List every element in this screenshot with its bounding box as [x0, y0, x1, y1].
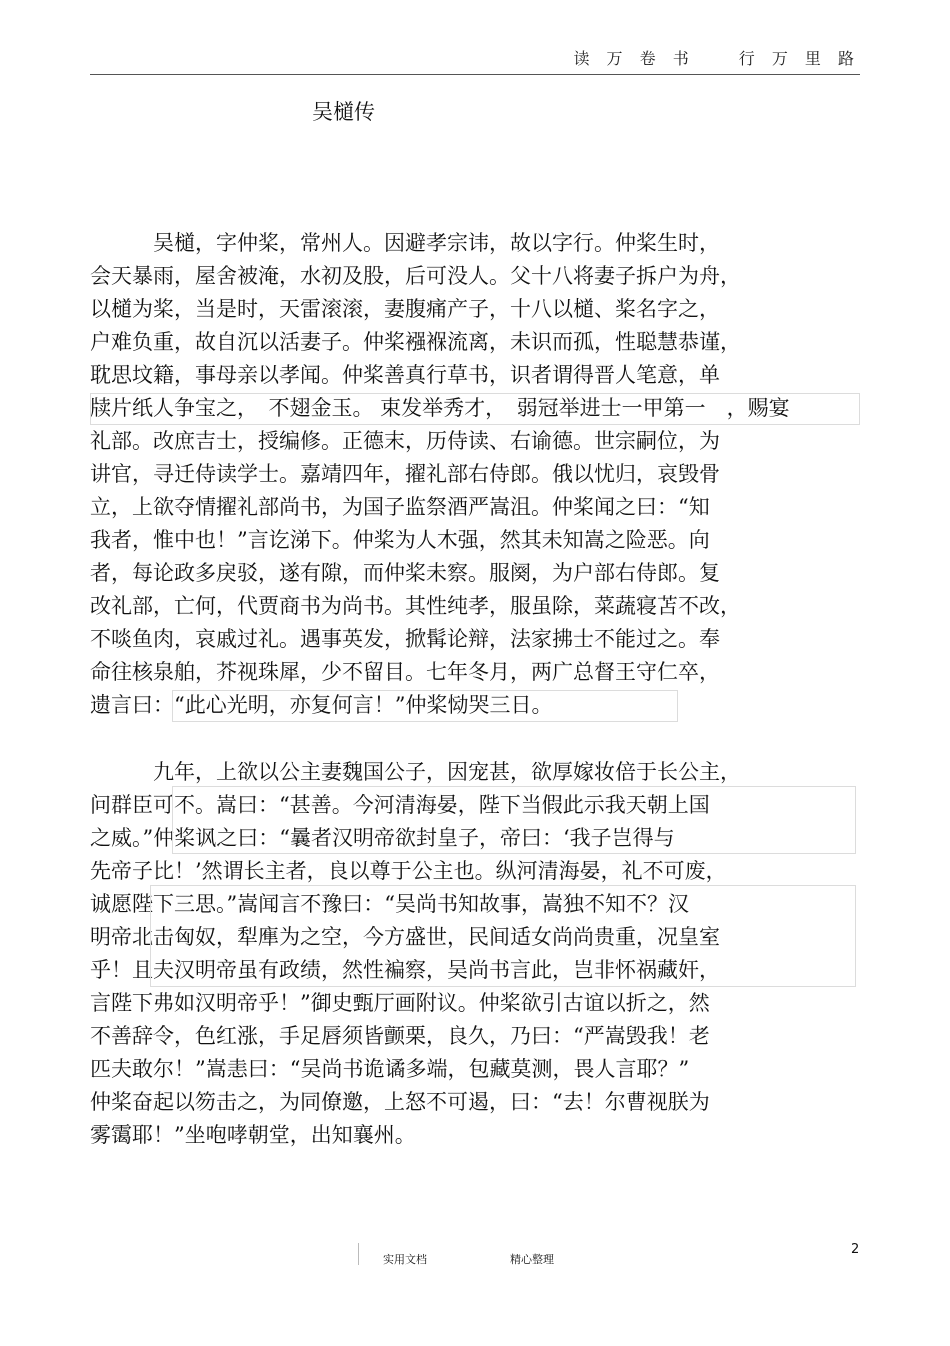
paragraph-1 — [90, 227, 790, 722]
text-line: 礼部。改庶吉士，授编修。正德末，历侍读、右谕德。世宗嗣位，为 — [90, 429, 720, 453]
text-line: 乎！且夫汉明帝虽有政绩，然性褊察，吴尚书言此，岂非怀祸藏奸， — [90, 958, 720, 982]
text-line: 者，每论政多戾驳，遂有隙，而仲桨未察。服阕，为户部右侍郎。复 — [90, 561, 720, 585]
scan-artifact-box — [90, 393, 860, 425]
text-line: 雾霭耶！”坐咆哮朝堂，出知襄州。 — [90, 1123, 416, 1147]
text-line: 明帝北击匈奴，犁㢑为之空，今方盛世，民间适女尚尚贵重，况皇室 — [90, 925, 720, 949]
text-line: 户难负重，故自沉以活妻子。仲桨襁褓流离，未识而孤，性聪慧恭谨， — [90, 330, 741, 354]
text-line: 不啖鱼肉，哀戚过礼。遇事英发，掀髯论辩，法家拂士不能过之。奉 — [90, 627, 720, 651]
footer-right-label: 精心整理 — [510, 1253, 554, 1266]
text-line: 匹夫敢尔！”嵩恚曰：“吴尚书诡谲多端，包藏莫测，畏人言耶？” — [90, 1057, 690, 1081]
text-line: 讲官，寻迁侍读学士。嘉靖四年，擢礼部右侍郎。俄以忧归，哀毁骨 — [90, 462, 720, 486]
text-line: 之威。”仲桨讽之曰：“曩者汉明帝欲封皇子，帝曰：‘我子岂得与 — [90, 826, 675, 850]
footer-left-label: 实用文档 — [383, 1253, 427, 1266]
page-number: 2 — [851, 1242, 860, 1257]
text-line: 吴檤，字仲桨，常州人。因避孝宗讳，故以字行。仲桨生时， — [153, 231, 720, 255]
text-line: 会天暴雨，屋舍被淹，水初及股，后可没人。父十八将妻子拆户为舟， — [90, 264, 741, 288]
text-line: 遗言曰：“此心光明，亦复何言！”仲桨恸哭三日。 — [90, 693, 553, 717]
text-line: 改礼部，亡何，代贾商书为尚书。其性纯孝，服虽除，菜蔬寝苫不改， — [90, 594, 741, 618]
text-line: 九年，上欲以公主妻魏国公子，因宠甚，欲厚嫁妆倍于长公主， — [153, 760, 741, 784]
text-line: 不善辞令，色红涨，手足唇须皆颤栗，良久，乃曰：“严嵩毁我！老 — [90, 1024, 710, 1048]
text-line: 我者，惟中也！”言讫涕下。仲桨为人木强，然其未知嵩之险恶。向 — [90, 528, 710, 552]
text-line: 仲桨奋起以笏击之，为同僚邀，上怒不可遏，曰：“去！尔曹视朕为 — [90, 1090, 710, 1114]
header-divider — [90, 74, 860, 75]
footer-divider — [358, 1243, 359, 1265]
text-line: 牍片纸人争宝之， 不翅金玉。 束发举秀才， 弱冠举进士一甲第一 ，赐宴 — [90, 396, 790, 420]
text-line: 问群臣可不。嵩曰：“甚善。今河清海晏，陛下当假此示我天朝上国 — [90, 793, 710, 817]
header-motto: 读 万 卷 书 行 万 里 路 — [573, 49, 860, 68]
scan-artifact-box — [150, 885, 856, 987]
scan-artifact-box — [172, 786, 856, 854]
text-line: 先帝子比！’然谓长主者，良以尊于公主也。纵河清海晏，礼不可废， — [90, 859, 727, 883]
scan-artifact-box — [172, 690, 678, 722]
text-line: 耽思坟籍，事母亲以孝闻。仲桨善真行草书，识者谓得晋人笔意，单 — [90, 363, 720, 387]
text-line: 命往核泉舶，芥视珠犀，少不留目。七年冬月，两广总督王守仁卒， — [90, 660, 720, 684]
text-line: 以檤为桨，当是时，天雷滚滚，妻腹痛产子，十八以檤、桨名字之， — [90, 297, 720, 321]
text-line: 言陛下弗如汉明帝乎！”御史甄厅画附议。仲桨欲引古谊以折之，然 — [90, 991, 710, 1015]
document-title: 吴檤传 — [312, 100, 375, 124]
text-line: 诚愿陛下三思。”嵩闻言不豫曰：“吴尚书知故事，嵩独不知不？汉 — [90, 892, 689, 916]
text-line: 立，上欲夺情擢礼部尚书，为国子监祭酒严嵩沮。仲桨闻之曰：“知 — [90, 495, 710, 519]
